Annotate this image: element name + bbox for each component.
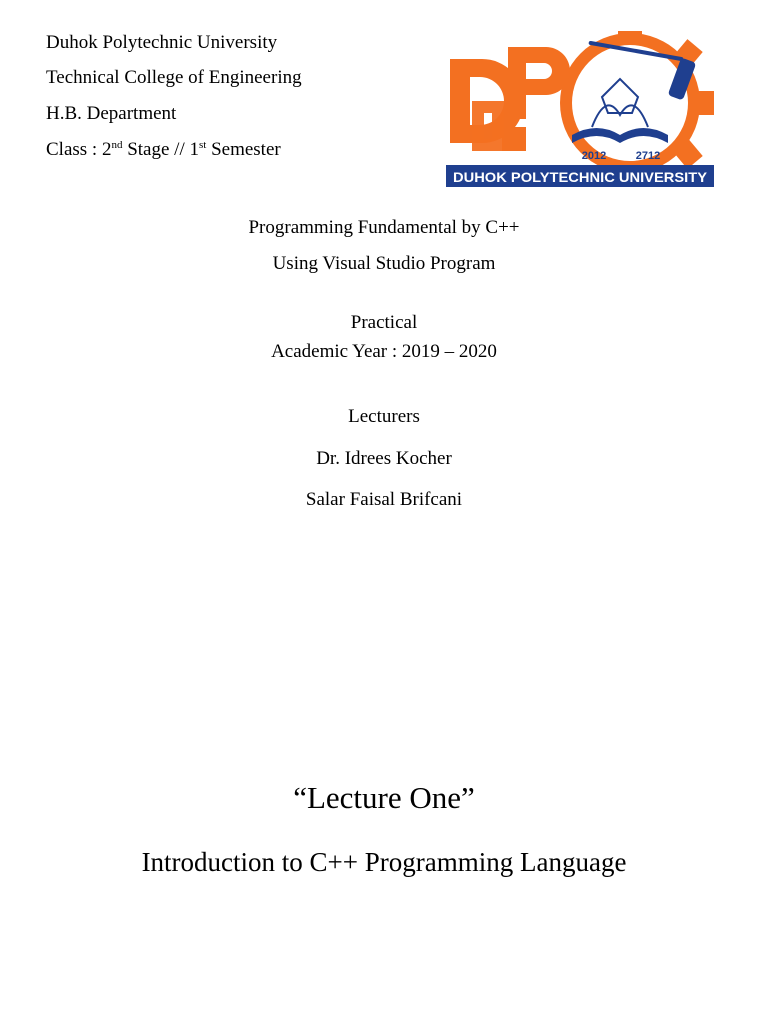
logo-letter-u <box>502 127 526 151</box>
course-subtitle: Using Visual Studio Program <box>272 253 496 274</box>
class-prefix: Class : 2 <box>46 139 112 160</box>
lecture-title: “Lecture One” <box>293 780 475 815</box>
academic-year: Academic Year : 2019 – 2020 <box>271 341 497 362</box>
logo-banner-text: DUHOK POLYTECHNIC UNIVERSITY <box>453 169 708 185</box>
class-sup-st: st <box>198 139 207 151</box>
college-name: Technical College of Engineering <box>46 67 302 88</box>
course-type: Practical <box>350 312 418 333</box>
logo-year-left: 2012 <box>581 150 607 162</box>
department-name: H.B. Department <box>46 103 177 124</box>
logo-year-right: 2712 <box>635 150 661 162</box>
lecture-subtitle: Introduction to C++ Programming Language <box>141 847 627 877</box>
class-info <box>46 139 281 161</box>
course-title: Programming Fundamental by C++ <box>248 217 520 238</box>
lecturer-name-1: Dr. Idrees Kocher <box>316 448 452 469</box>
university-name: Duhok Polytechnic University <box>46 32 278 53</box>
class-mid: Stage // 1 <box>122 139 199 160</box>
lecturer-name-2: Salar Faisal Brifcani <box>305 489 463 510</box>
lecturers-heading: Lecturers <box>348 406 420 427</box>
class-suffix: Semester <box>206 139 281 160</box>
class-sup-nd: nd <box>111 139 123 151</box>
university-logo <box>442 31 718 191</box>
